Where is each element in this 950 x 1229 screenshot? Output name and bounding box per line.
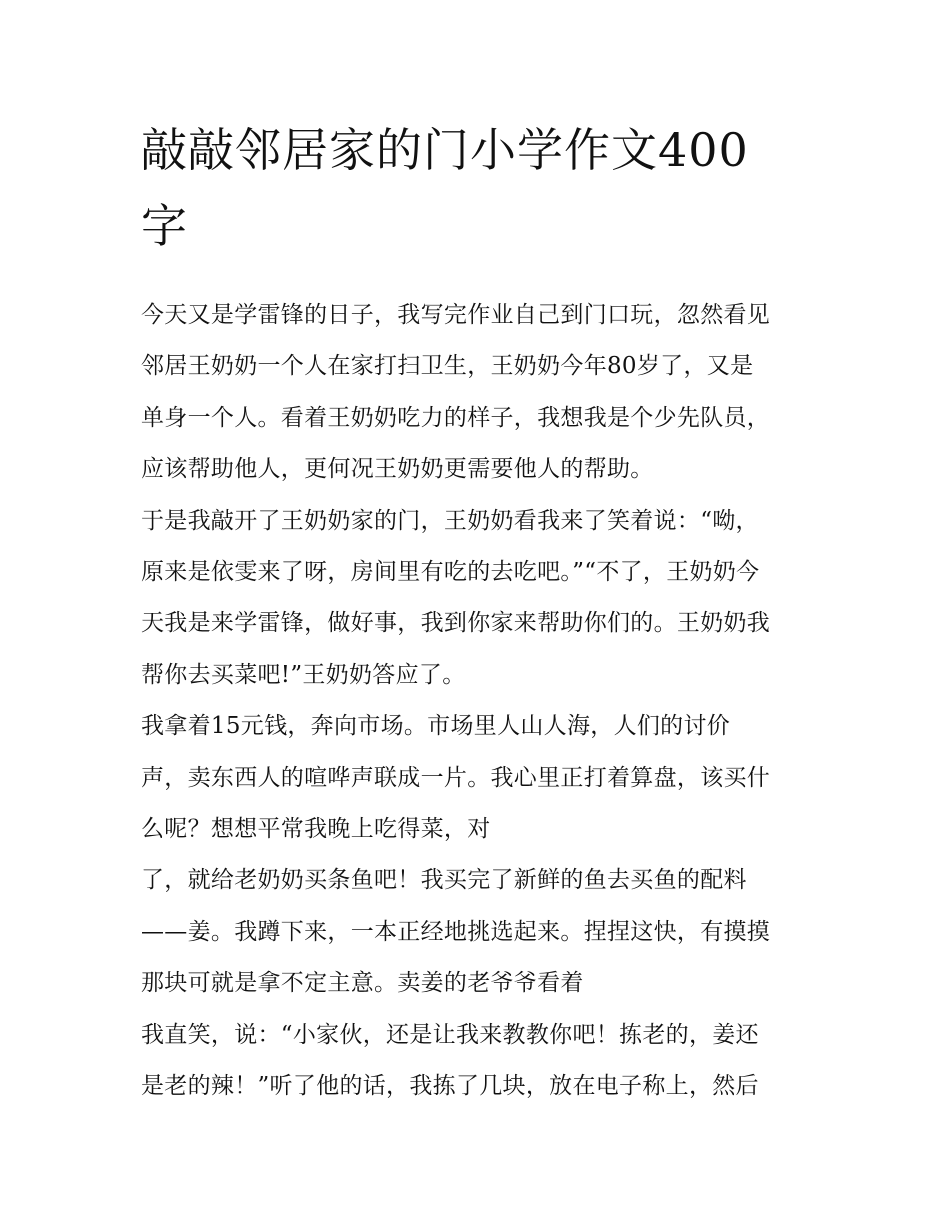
title-line: 字 — [141, 199, 188, 253]
body-line: 我拿着15元钱，奔向市场。市场里人山人海，人们的讨价 — [141, 713, 731, 740]
body-line: 我直笑，说：“小家伙，还是让我来教教你吧！拣老的，姜还 — [141, 1021, 759, 1048]
body-line: 那块可就是拿不定主意。卖姜的老爷爷看着 — [141, 970, 584, 997]
document-body — [141, 290, 821, 1113]
body-line: 声，卖东西人的喧哗声联成一片。我心里正打着算盘，该买什 — [141, 764, 771, 791]
body-line: 帮你去买菜吧!”王奶奶答应了。 — [141, 661, 466, 688]
title-line: 敲敲邻居家的门小学作文400 — [141, 123, 749, 177]
body-line: 是老的辣！”听了他的话，我拣了几块，放在电子称上，然后 — [141, 1073, 759, 1100]
body-line: 了，就给老奶奶买条鱼吧！我买完了新鲜的鱼去买鱼的配料 — [141, 867, 747, 894]
body-line: 于是我敲开了王奶奶家的门，王奶奶看我来了笑着说：“呦， — [141, 507, 759, 534]
body-line: 单身一个人。看着王奶奶吃力的样子，我想我是个少先队员， — [141, 404, 771, 431]
body-line: 应该帮助他人，更何况王奶奶更需要他人的帮助。 — [141, 456, 654, 483]
document-title — [141, 112, 821, 264]
document-page — [141, 112, 821, 1113]
body-line: 天我是来学雷锋，做好事，我到你家来帮助你们的。王奶奶我 — [141, 610, 771, 637]
body-line: 今天又是学雷锋的日子，我写完作业自己到门口玩，忽然看见 — [141, 302, 771, 328]
body-line: ——姜。我蹲下来，一本正经地挑选起来。捏捏这快，有摸摸 — [141, 918, 771, 945]
body-line: 么呢？想想平常我晚上吃得菜，对 — [141, 816, 491, 843]
body-line: 邻居王奶奶一个人在家打扫卫生，王奶奶今年80岁了，又是 — [141, 353, 754, 380]
body-line: 原来是依雯来了呀，房间里有吃的去吃吧。”“不了，王奶奶今 — [141, 559, 760, 586]
